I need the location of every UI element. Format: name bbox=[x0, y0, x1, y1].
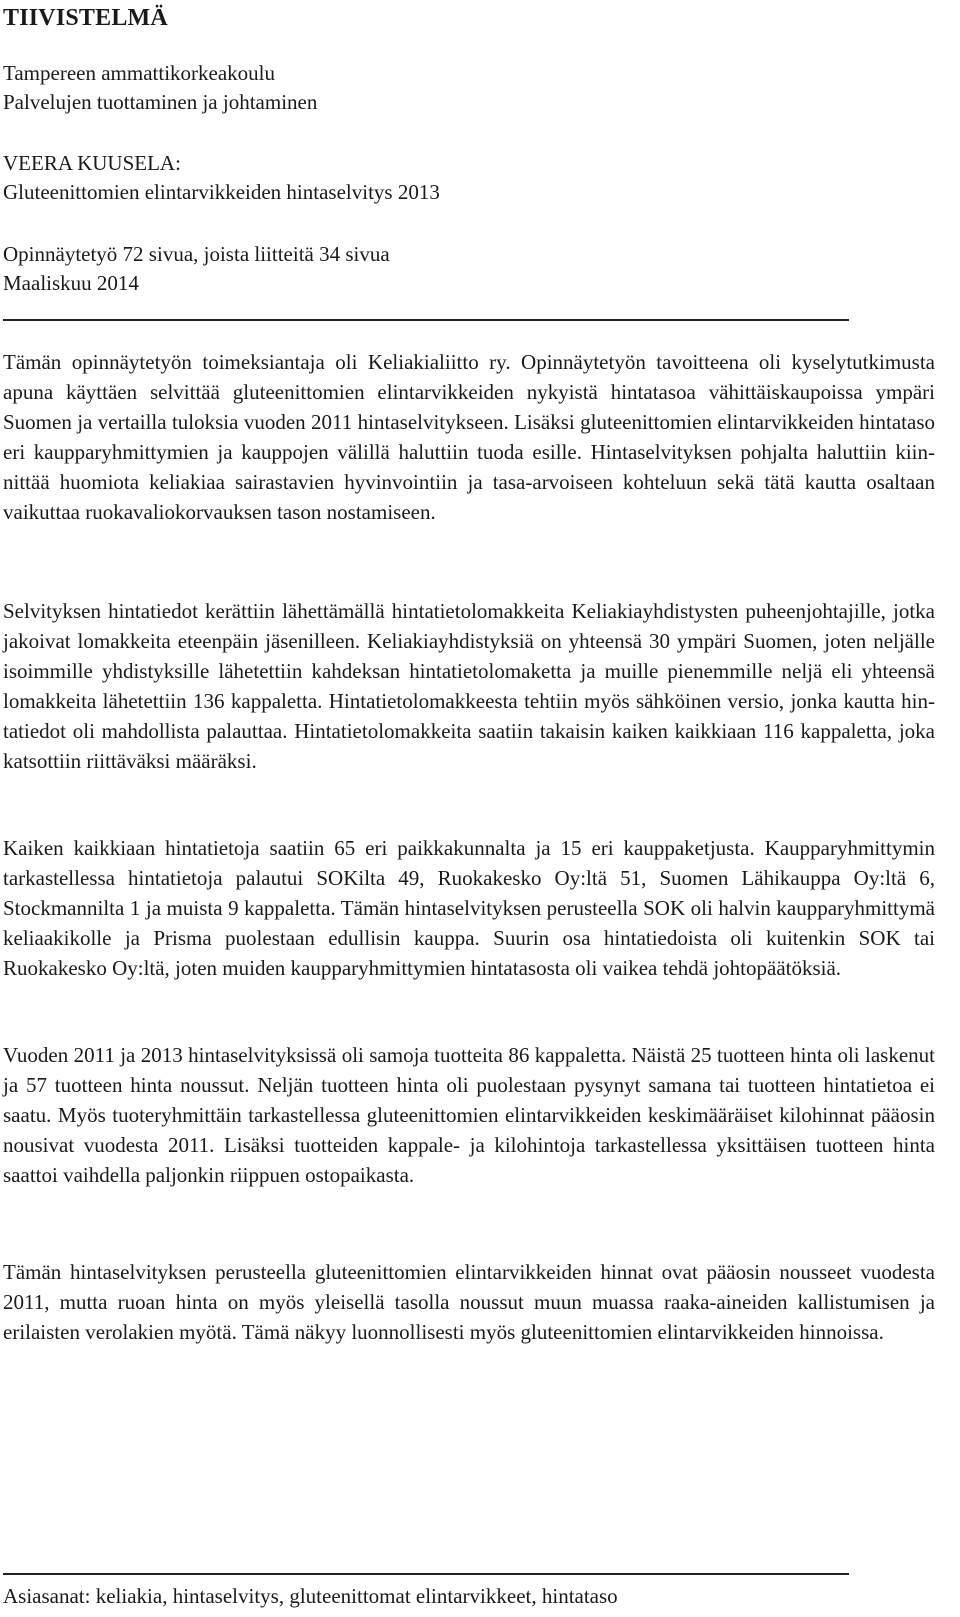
abstract-paragraph-4: Vuoden 2011 ja 2013 hintaselvityksissä oli samoja tuotteita 86 kappaletta. Näistä 25 tuotteen hinta oli laskenut ja 57 tuotteen hinta noussut. Neljän tuotteen hinta oli puolestaan pysynyt samana tai tuotteen hintatietoa ei saatu. Myös tuoteryhmittäin tarkastellessa gluteenittomien elintarvikkeiden keskimääräiset kilohinnat pääosin nousivat vuodesta 2011. Lisäksi tuotteiden kappale- ja kilohintoja tarkastellessa yksittäisen tuotteen hinta saattoi vaihdella paljonkin riippuen ostopaikasta. bbox=[3, 1043, 935, 1187]
abstract-paragraph-3: Kaiken kaikkiaan hintatietoja saatiin 65 eri paikkakunnalta ja 15 eri kauppaketjusta. Kaupparyhmittymin tarkastellessa hintatietoja palautui SOKilta 49, Ruokakesko Oy:ltä 51, Suomen Lähikauppa Oy:ltä 6, Stockmannilta 1 ja muista 9 kappaletta. Tämän hintaselvityksen perusteella SOK oli halvin kaupparyhmittymä keliaakikolle ja Prisma puolestaan edullisin kauppa. Suurin osa hintatiedoista oli kuitenkin SOK tai Ruokakesko Oy:ltä, joten muiden kaupparyhmittymien hintatasosta oli vaikea tehdä johtopäätöksiä. bbox=[3, 836, 935, 980]
abstract-paragraph-1: Tämän opinnäytetyön toimeksiantaja oli Keliakialiitto ry. Opinnäytetyön tavoitteena oli kyselytutkimusta apuna käyttäen selvittää gluteenittomien elintarvikkeiden nykyistä hintatasoa vähittäiskaupoissa ympäri Suomen ja vertailla tuloksia vuoden 2011 hintaselvitykseen. Lisäksi gluteenittomien elintarvikkeiden hintataso eri kaupparyhmittymien ja kauppojen välillä haluttiin tuoda esille. Hintaselvityksen pohjalta haluttiin kiinnittää huomiota keliakiaa sairastavien hyvinvointiin ja tasa-arvoiseen kohteluun sekä tätä kautta osaltaan vaikuttaa ruokavaliokorvauksen tason nostamiseen. bbox=[3, 350, 935, 524]
keywords: Asiasanat: keliakia, hintaselvitys, gluteenittomat elintarvikkeet, hintataso bbox=[3, 1584, 618, 1608]
thesis-title: Gluteenittomien elintarvikkeiden hintaselvitys 2013 bbox=[3, 180, 440, 204]
page-count: Opinnäytetyö 72 sivua, joista liitteitä 34 sivua bbox=[3, 242, 390, 266]
abstract-paragraph-2: Selvityksen hintatiedot kerättiin lähettämällä hintatietolomakkeita Keliakiayhdistysten puheenjohtajille, jotka jakoivat lomakkeita eteenpäin jäsenilleen. Keliakiayhdistyksiä on yhteensä 30 ympäri Suomen, joten neljälle isoimmille yhdistyksille lähetettiin kahdeksan hintatietolomaketta ja muille pienemmille neljä eli yhteensä lomakkeita lähetettiin 136 kappaletta. Hintatietolomakkeesta tehtiin myös sähköinen versio, jonka kautta hintatiedot oli mahdollista palauttaa. Hintatietolomakkeita saatiin takaisin kaiken kaikkiaan 116 kappaletta, joka katsottiin riittäväksi määräksi. bbox=[3, 599, 935, 773]
institution: Tampereen ammattikorkeakoulu bbox=[3, 61, 276, 85]
bottom-divider bbox=[3, 1573, 849, 1575]
degree-programme: Palvelujen tuottaminen ja johtaminen bbox=[3, 90, 318, 114]
publication-date: Maaliskuu 2014 bbox=[3, 271, 139, 295]
author-name: VEERA KUUSELA: bbox=[3, 151, 181, 175]
top-divider bbox=[3, 319, 849, 321]
abstract-paragraph-5: Tämän hintaselvityksen perusteella gluteenittomien elintarvikkeiden hinnat ovat pääosin nousseet vuodesta 2011, mutta ruoan hinta on myös yleisellä tasolla noussut muun muassa raaka-aineiden kallistumisen ja erilaisten verolakien myötä. Tämä näkyy luonnollisesti myös gluteenittomien elintarvikkeiden hinnoissa. bbox=[3, 1260, 935, 1344]
page-title: TIIVISTELMÄ bbox=[3, 5, 168, 31]
